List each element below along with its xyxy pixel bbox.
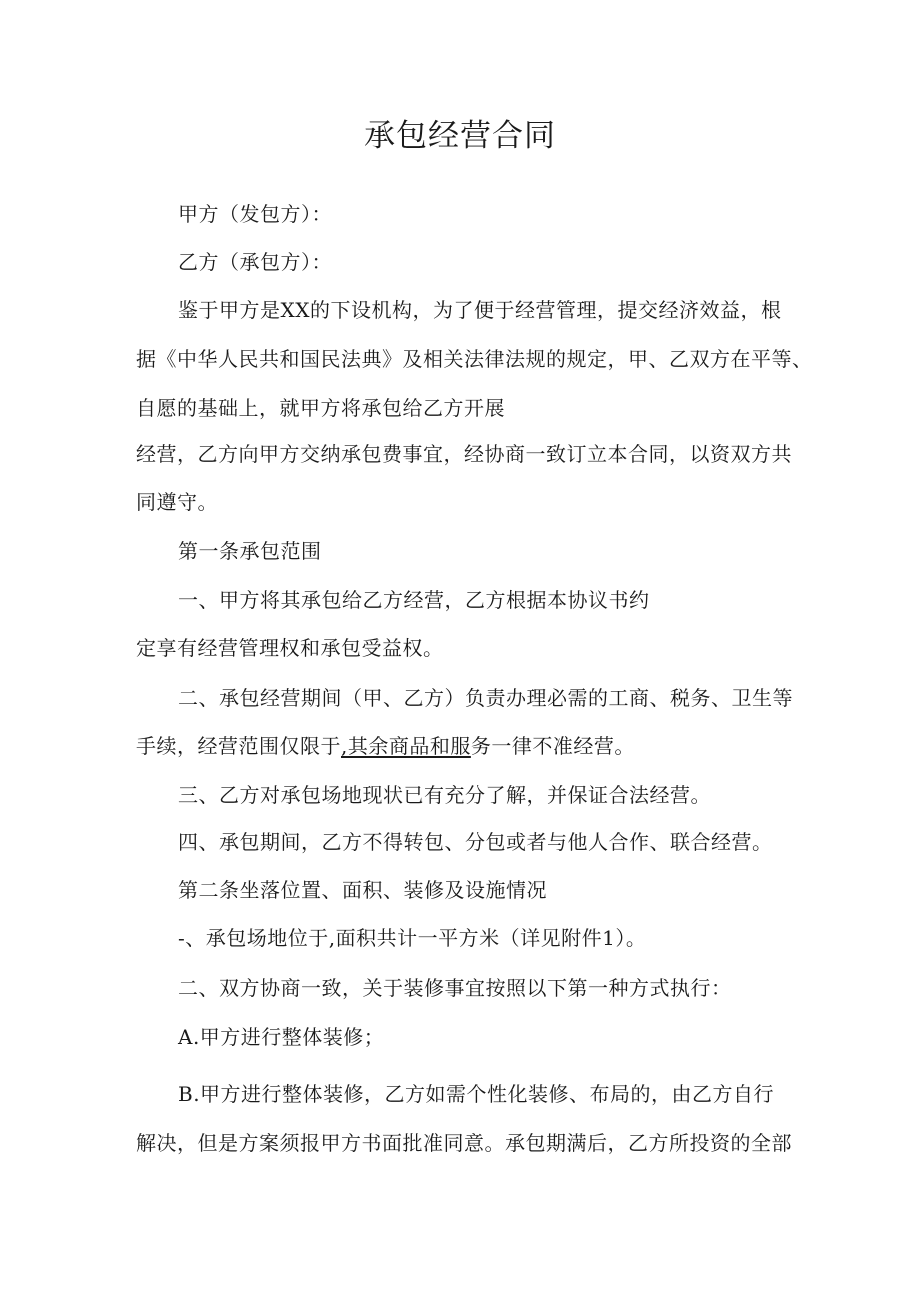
decoration-option-a: A.甲方进行整体装修； (178, 1025, 385, 1049)
preamble-line-4: 经营，乙方向甲方交纳承包费事宜，经协商一致订立本合同，以资双方共 (136, 442, 792, 466)
preamble-line-3: 自愿的基础上，就甲方将承包给乙方开展 (136, 396, 505, 420)
decoration-option-b-line-2: 解决，但是方案须报甲方书面批准同意。承包期满后，乙方所投资的全部 (136, 1131, 792, 1155)
scope-text-end: 务一律不准经营。 (470, 734, 635, 758)
article-2-clause-2: 二、双方协商一致，关于装修事宜按照以下第一种方式执行： (178, 976, 732, 1000)
document-title: 承包经营合同 (364, 118, 556, 154)
article-2-clause-1: -、承包场地位于,面积共计一平方米（详见附件1）。 (178, 926, 647, 950)
article-1-clause-4: 四、承包期间，乙方不得转包、分包或者与他人合作、联合经营。 (178, 830, 773, 854)
preamble-line-5: 同遵守。 (136, 490, 218, 514)
article-1-clause-2-line-1: 二、承包经营期间（甲、乙方）负责办理必需的工商、税务、卫生等 (178, 686, 793, 710)
article-1-clause-1-line-1: 一、甲方将其承包给乙方经营，乙方根据本协议书约 (178, 588, 650, 612)
preamble-line-1: 鉴于甲方是XX的下设机构，为了便于经营管理，提交经济效益，根 (178, 298, 782, 322)
article-1-clause-3: 三、乙方对承包场地现状已有充分了解，并保证合法经营。 (178, 783, 711, 807)
scope-text-start: 手续，经营范围仅限于 (136, 734, 341, 758)
preamble-line-2: 据《中华人民共和国民法典》及相关法律法规的规定，甲、乙双方在平等、 (136, 347, 813, 371)
party-b-line: 乙方（承包方）： (178, 250, 332, 274)
scope-underlined-text: ,其余商品和服 (341, 734, 471, 758)
decoration-option-b-line-1: B.甲方进行整体装修，乙方如需个性化装修、布局的，由乙方自行 (178, 1082, 775, 1106)
article-1-clause-2-line-2 (136, 730, 635, 759)
article-1-clause-1-line-2: 定享有经营管理权和承包受益权。 (136, 636, 444, 660)
party-a-line: 甲方（发包方）： (178, 202, 332, 226)
article-1-heading: 第一条承包范围 (178, 539, 322, 563)
article-2-heading: 第二条坐落位置、面积、装修及设施情况 (178, 878, 547, 902)
